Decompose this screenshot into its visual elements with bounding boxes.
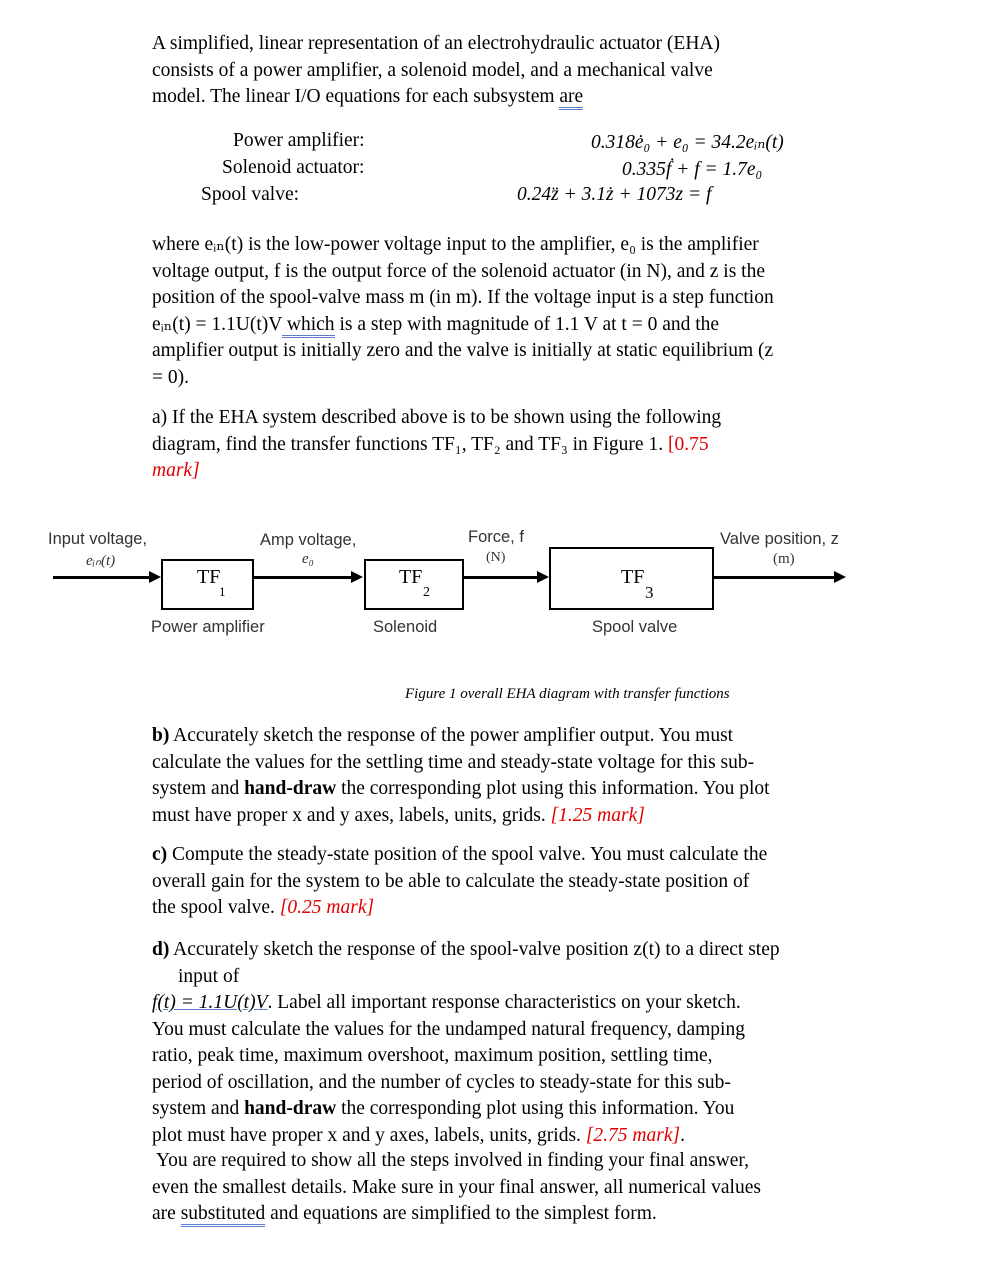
- eq-label-solenoid: Solenoid actuator:: [222, 157, 365, 178]
- part-a-line: [152, 432, 872, 459]
- part-d-line: [152, 990, 892, 1017]
- part-b: [152, 723, 872, 829]
- where-line: voltage output, f is the output force of the solenoid actuator (in N), and z is the: [152, 260, 766, 282]
- valve-unit: (m): [773, 551, 795, 567]
- mark-label: [0.25 mark]: [279, 897, 375, 918]
- part-a: [152, 405, 872, 485]
- block1-label: Power amplifier: [151, 618, 265, 636]
- tf3-subscript: 3: [645, 583, 654, 602]
- tf-text: TF: [399, 566, 423, 588]
- emphasis-text: hand-draw: [244, 778, 337, 799]
- closing-paragraph: [152, 1148, 892, 1228]
- where-line: position of the spool-valve mass m (in m). If the voltage input is a step function: [152, 287, 774, 308]
- part-d-line: d) Accurately sketch the response of the spool-valve position z(t) to a direct step: [152, 939, 780, 960]
- intro-line: A simplified, linear representation of an electrohydraulic actuator (EHA): [152, 33, 720, 54]
- part-a-line: a) If the EHA system described above is to be shown using the following: [152, 407, 722, 428]
- figure-caption: Figure 1 overall EHA diagram with transfer functions: [405, 686, 730, 702]
- closing-line: [152, 1201, 892, 1228]
- eq-spool: 0.24z̈ + 3.1ż + 1073z = f: [517, 184, 712, 205]
- arrow-icon: [149, 571, 161, 583]
- eq-solenoid: 0.335ḟ + f = 1.7e₀: [622, 159, 763, 180]
- tf2-subscript: 2: [423, 585, 430, 600]
- part-c-line: c) Compute the steady-state position of the spool valve. You must calculate the: [152, 844, 768, 865]
- part-c-line: overall gain for the system to be able to calculate the steady-state position of: [152, 870, 750, 892]
- block3-label: Spool valve: [592, 618, 678, 636]
- closing-line: You are required to show all the steps involved in finding your final answer,: [156, 1150, 749, 1171]
- part-c-text: Compute the steady-state position of the spool valve. You must calculate the: [167, 844, 768, 865]
- where-line: where eᵢₙ(t) is the low-power voltage input to the amplifier, e₀ is the amplifier: [152, 234, 759, 255]
- mark-label: [1.25 mark]: [550, 804, 645, 826]
- underlined-word: substituted: [181, 1203, 266, 1227]
- signal-line: [462, 576, 537, 579]
- where-paragraph: [152, 232, 882, 391]
- part-b-text: must have proper x and y axes, labels, units, grids.: [152, 804, 551, 826]
- part-d-text: .: [680, 1124, 685, 1146]
- intro-paragraph: [152, 31, 872, 111]
- eq-label-amplifier: Power amplifier:: [233, 130, 365, 151]
- part-b-line: calculate the values for the settling time and steady-state voltage for this sub-: [152, 751, 755, 773]
- signal-line: [53, 576, 149, 579]
- where-line: = 0).: [152, 366, 189, 388]
- part-a-text: diagram, find the transfer functions TF₁, TF₂ and TF₃ in Figure 1.: [152, 433, 668, 455]
- part-b-text: system and: [152, 778, 245, 799]
- part-b-text: the corresponding plot using this information. You plot: [336, 778, 770, 799]
- where-line: [152, 312, 882, 339]
- eq-label-spool: Spool valve:: [201, 184, 300, 205]
- where-text: is a step with magnitude of 1.1 V at t = 0 and the: [334, 313, 720, 335]
- part-c: [152, 842, 872, 922]
- arrow-icon: [537, 571, 549, 583]
- part-c-text: the spool valve.: [152, 897, 280, 918]
- where-line: amplifier output is initially zero and the valve is initially at static equilibrium (z: [152, 340, 774, 361]
- tf1-label: [197, 566, 220, 589]
- part-b-line: [152, 803, 872, 830]
- tf3-label: [621, 566, 644, 589]
- part-b-text: Accurately sketch the response of the power amplifier output. You must: [169, 725, 734, 746]
- mark-label: [2.75 mark]: [585, 1124, 681, 1146]
- amp-symbol: e₀: [302, 551, 314, 567]
- arrow-icon: [351, 571, 363, 583]
- part-d-math: f(t) = 1.1U(t)V: [152, 992, 268, 1013]
- part-d-line: period of oscillation, and the number of cycles to steady-state for this sub-: [152, 1071, 731, 1093]
- underlined-word: which: [282, 314, 335, 338]
- part-d-text: plot must have proper x and y axes, labels, units, grids.: [152, 1124, 586, 1146]
- input-label: Input voltage,: [48, 530, 148, 548]
- part-d: [152, 937, 892, 1149]
- tf1-subscript: 1: [219, 584, 226, 599]
- part-d-text: the corresponding plot using this information. You: [336, 1098, 735, 1119]
- tf-text: TF: [621, 566, 645, 588]
- mark-label: mark]: [152, 460, 200, 481]
- part-d-line: input of: [178, 965, 240, 987]
- part-d-text: . Label all important response characteristics on your sketch.: [267, 992, 741, 1013]
- valve-label: Valve position, z: [720, 530, 839, 548]
- closing-text: and equations are simplified to the simplest form.: [265, 1203, 657, 1224]
- closing-line: even the smallest details. Make sure in your final answer, all numerical values: [152, 1176, 761, 1198]
- emphasis-text: hand-draw: [244, 1098, 337, 1119]
- eq-amplifier: 0.318ė₀ + e₀ = 34.2eᵢₙ(t): [591, 132, 784, 153]
- amp-label: Amp voltage,: [260, 531, 357, 549]
- tf2-block: [364, 559, 464, 610]
- arrow-icon: [834, 571, 846, 583]
- signal-line: [712, 576, 834, 579]
- force-unit: (N): [486, 550, 506, 565]
- where-text: eᵢₙ(t) = 1.1U(t)V: [152, 313, 283, 335]
- part-d-line: [152, 1096, 892, 1123]
- part-d-text: system and: [152, 1098, 245, 1119]
- signal-line: [252, 576, 351, 579]
- input-symbol: eᵢₙ(t): [86, 553, 116, 569]
- underlined-word: are: [559, 86, 583, 110]
- intro-text: model. The linear I/O equations for each subsystem: [152, 86, 560, 107]
- part-b-line: [152, 776, 872, 803]
- intro-line: [152, 84, 872, 111]
- part-d-line: You must calculate the values for the undamped natural frequency, damping: [152, 1018, 745, 1040]
- tf1-block: [161, 559, 254, 610]
- mark-label: [0.75: [667, 433, 709, 455]
- part-c-line: [152, 895, 872, 922]
- tf-text: TF: [197, 566, 221, 588]
- tf3-block: [549, 547, 714, 610]
- tf2-label: [399, 566, 422, 589]
- block2-label: Solenoid: [373, 618, 438, 636]
- force-label: Force, f: [468, 528, 524, 546]
- intro-line: consists of a power amplifier, a solenoid model, and a mechanical valve: [152, 59, 713, 81]
- part-d-text: Accurately sketch the response of the spool-valve position z(t) to a direct step: [169, 939, 780, 960]
- closing-text: are: [152, 1203, 181, 1224]
- part-d-line: [152, 1123, 892, 1150]
- part-d-line: ratio, peak time, maximum overshoot, maximum position, settling time,: [152, 1045, 713, 1066]
- part-b-line: b) Accurately sketch the response of the power amplifier output. You must: [152, 725, 734, 746]
